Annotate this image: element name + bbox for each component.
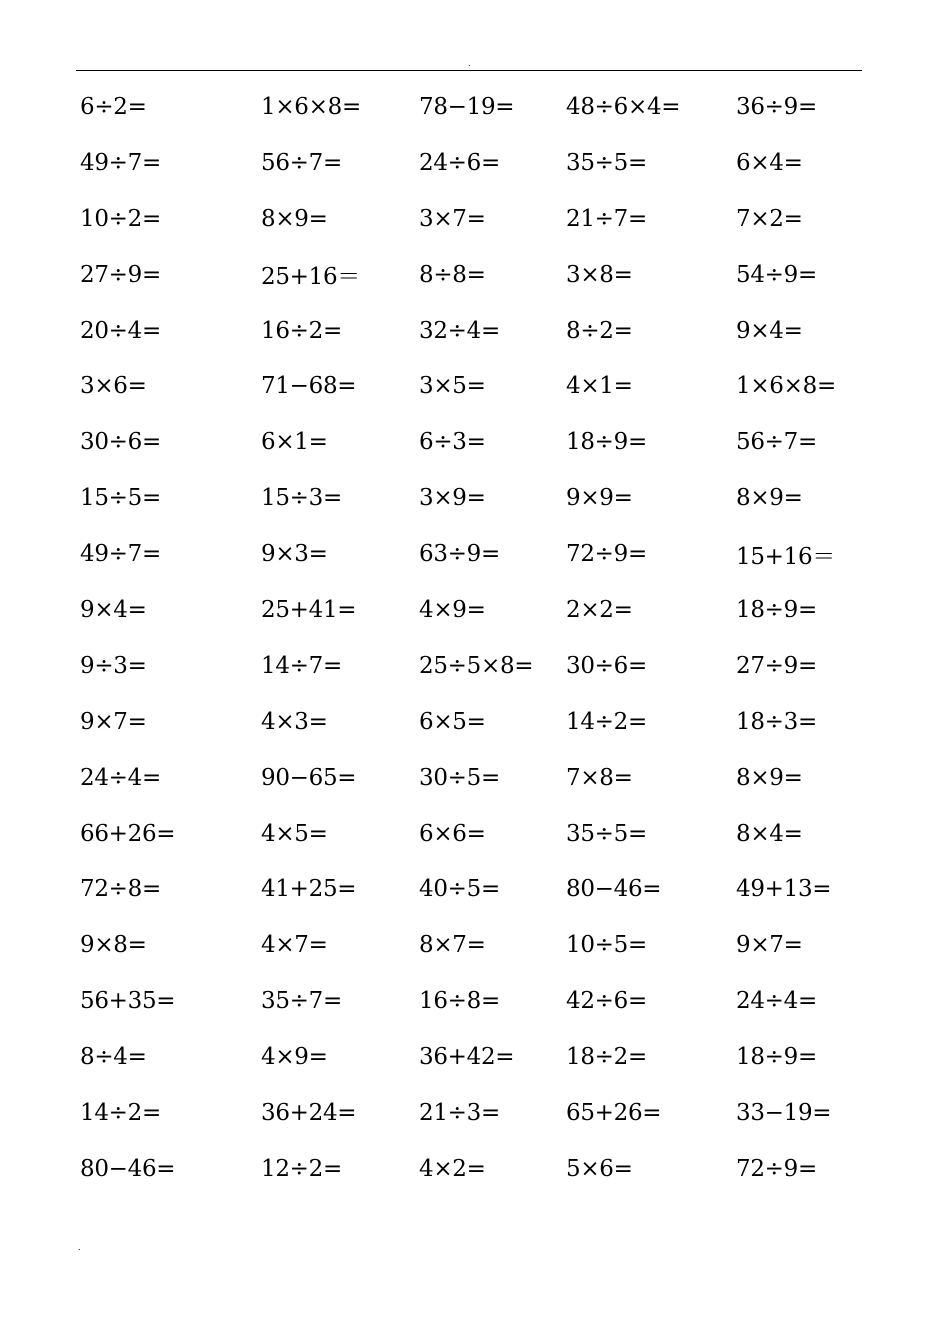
math-problem: 5×6= <box>566 1155 633 1182</box>
math-problem: 12÷2= <box>261 1155 342 1182</box>
problem-row <box>80 247 860 303</box>
math-problem: 18÷3= <box>736 708 817 735</box>
math-problem: 9×3= <box>261 541 328 568</box>
math-problem: 14÷2= <box>80 1099 161 1126</box>
problem-row <box>80 750 860 806</box>
math-problem: 24÷6= <box>419 149 500 176</box>
math-problem: 6÷2= <box>80 93 147 120</box>
math-problem: 6÷3= <box>419 429 486 456</box>
math-problem: 7×8= <box>566 764 633 791</box>
math-problem: 3×8= <box>566 261 633 288</box>
math-problem: 56+35= <box>80 988 176 1015</box>
math-problem: 32÷4= <box>419 317 500 344</box>
problem-row <box>80 806 860 862</box>
math-problem: 35÷5= <box>566 820 647 847</box>
math-problem: 72÷9= <box>736 1155 817 1182</box>
math-problem: 90−65= <box>261 764 357 791</box>
math-problem: 36+24= <box>261 1099 357 1126</box>
math-problem: 63÷9= <box>419 541 500 568</box>
math-problem: 8×9= <box>261 205 328 232</box>
math-problem: 66+26= <box>80 820 176 847</box>
math-problem: 16÷8= <box>419 988 500 1015</box>
math-problem: 4×2= <box>419 1155 486 1182</box>
math-problem: 41+25= <box>261 876 357 903</box>
math-problem: 18÷9= <box>736 596 817 623</box>
problem-row <box>80 1029 860 1085</box>
math-problem: 3×7= <box>419 205 486 232</box>
math-problem: 35÷7= <box>261 988 342 1015</box>
math-problem: 18÷9= <box>736 1044 817 1071</box>
math-problem: 80−46= <box>566 876 662 903</box>
math-problem: 30÷6= <box>566 652 647 679</box>
math-problem: 25÷5×8= <box>419 652 534 679</box>
problem-row <box>80 582 860 638</box>
math-problem: 71−68= <box>261 373 357 400</box>
math-problem: 9×4= <box>80 596 147 623</box>
math-problem: 21÷7= <box>566 205 647 232</box>
problem-row <box>80 973 860 1029</box>
math-problem: 56÷7= <box>261 149 342 176</box>
footer-mark: . <box>78 1243 81 1252</box>
math-problem: 35÷5= <box>566 149 647 176</box>
problem-row <box>80 526 860 582</box>
math-problem: 8×7= <box>419 932 486 959</box>
math-problem: 30÷5= <box>419 764 500 791</box>
problem-row <box>80 1141 860 1197</box>
math-problem: 27÷9= <box>736 652 817 679</box>
math-problem: 3×6= <box>80 373 147 400</box>
math-problem: 80−46= <box>80 1155 176 1182</box>
math-problem: 6×4= <box>736 149 803 176</box>
math-problem: 49÷7= <box>80 149 161 176</box>
math-problem: 16÷2= <box>261 317 342 344</box>
problem-row <box>80 303 860 359</box>
problem-row <box>80 414 860 470</box>
problem-row <box>80 135 860 191</box>
math-problem: 2×2= <box>566 596 633 623</box>
problem-row <box>80 694 860 750</box>
math-problem: 20÷4= <box>80 317 161 344</box>
math-problem: 49+13= <box>736 876 832 903</box>
math-problem: 40÷5= <box>419 876 500 903</box>
math-problem: 4×9= <box>419 596 486 623</box>
math-problem: 24÷4= <box>80 764 161 791</box>
math-problem: 27÷9= <box>80 261 161 288</box>
header-rule <box>76 70 862 71</box>
math-problem: 4×9= <box>261 1044 328 1071</box>
math-problem: 9×7= <box>80 708 147 735</box>
math-problem: 25+41= <box>261 596 357 623</box>
math-problem: 14÷7= <box>261 652 342 679</box>
problem-row <box>80 79 860 135</box>
math-problem: 6×6= <box>419 820 486 847</box>
math-problem: 36+42= <box>419 1044 515 1071</box>
math-problem: 6×5= <box>419 708 486 735</box>
math-problem: 49÷7= <box>80 541 161 568</box>
math-problem: 10÷5= <box>566 932 647 959</box>
math-problem: 8×4= <box>736 820 803 847</box>
math-problem: 25+16＝ <box>261 264 361 291</box>
math-problem: 21÷3= <box>419 1099 500 1126</box>
problem-row <box>80 358 860 414</box>
problem-row <box>80 917 860 973</box>
math-problem: 6×1= <box>261 429 328 456</box>
math-problem: 4×1= <box>566 373 633 400</box>
math-problem: 8÷4= <box>80 1044 147 1071</box>
math-problem: 7×2= <box>736 205 803 232</box>
math-problem: 4×5= <box>261 820 328 847</box>
math-problem: 15+16＝ <box>736 543 836 570</box>
problem-row <box>80 470 860 526</box>
math-problem: 3×9= <box>419 485 486 512</box>
math-problem: 4×3= <box>261 708 328 735</box>
math-problem: 48÷6×4= <box>566 93 681 120</box>
problem-row <box>80 638 860 694</box>
math-problem: 18÷9= <box>566 429 647 456</box>
math-problem: 54÷9= <box>736 261 817 288</box>
problem-row <box>80 861 860 917</box>
math-problem: 8×9= <box>736 485 803 512</box>
math-problem: 65+26= <box>566 1099 662 1126</box>
math-problem: 9×8= <box>80 932 147 959</box>
math-problem: 9×9= <box>566 485 633 512</box>
math-problem: 14÷2= <box>566 708 647 735</box>
math-problem: 18÷2= <box>566 1044 647 1071</box>
math-problem: 15÷5= <box>80 485 161 512</box>
math-problem: 36÷9= <box>736 93 817 120</box>
math-problem: 4×7= <box>261 932 328 959</box>
math-problem: 56÷7= <box>736 429 817 456</box>
math-problem: 9×7= <box>736 932 803 959</box>
arithmetic-worksheet <box>80 79 860 1197</box>
header-mark: . <box>468 59 471 68</box>
problem-row <box>80 1085 860 1141</box>
math-problem: 30÷6= <box>80 429 161 456</box>
math-problem: 15÷3= <box>261 485 342 512</box>
math-problem: 3×5= <box>419 373 486 400</box>
math-problem: 78−19= <box>419 93 515 120</box>
math-problem: 9÷3= <box>80 652 147 679</box>
problem-row <box>80 191 860 247</box>
math-problem: 72÷8= <box>80 876 161 903</box>
math-problem: 8÷2= <box>566 317 633 344</box>
math-problem: 8÷8= <box>419 261 486 288</box>
math-problem: 24÷4= <box>736 988 817 1015</box>
math-problem: 72÷9= <box>566 541 647 568</box>
math-problem: 9×4= <box>736 317 803 344</box>
math-problem: 1×6×8= <box>736 373 836 400</box>
math-problem: 10÷2= <box>80 205 161 232</box>
math-problem: 8×9= <box>736 764 803 791</box>
math-problem: 33−19= <box>736 1099 832 1126</box>
math-problem: 1×6×8= <box>261 93 361 120</box>
math-problem: 42÷6= <box>566 988 647 1015</box>
